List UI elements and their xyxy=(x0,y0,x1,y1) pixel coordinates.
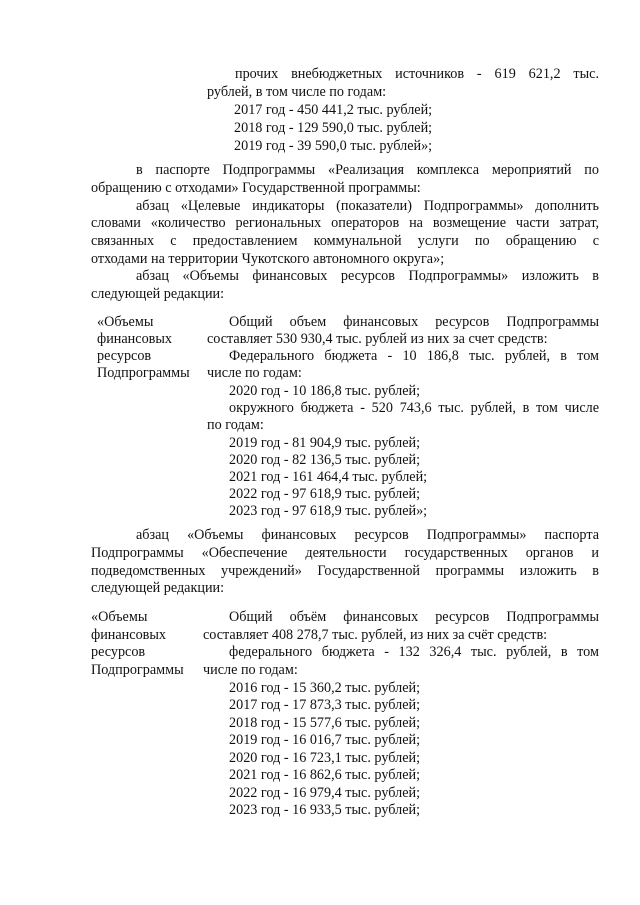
block1-line-4: числе по годам: xyxy=(207,365,302,381)
block1-line-7: по годам: xyxy=(207,417,264,433)
block2-year-3: 2018 год - 15 577,6 тыс. рублей; xyxy=(229,715,421,731)
block1-line-2: составляет 530 930,4 тыс. рублей из них за счет средств: xyxy=(207,331,548,347)
p2-line-4: следующей редакции: xyxy=(91,580,225,596)
block2-year-7: 2022 год - 16 979,4 тыс. рублей; xyxy=(229,785,421,801)
block1-year-2: 2020 год - 82 136,5 тыс. рублей; xyxy=(229,452,421,468)
block2-year-5: 2020 год - 16 723,1 тыс. рублей; xyxy=(229,750,421,766)
block2-year-6: 2021 год - 16 862,6 тыс. рублей; xyxy=(229,767,421,783)
top-funding-section xyxy=(0,0,640,160)
block1-label-2: финансовых xyxy=(97,331,172,347)
block1-year-5: 2023 год - 97 618,9 тыс. рублей»; xyxy=(229,503,428,519)
p1-line-6: отходами на территории Чукотского автономного округа»; xyxy=(91,251,445,267)
block2-label-2: финансовых xyxy=(91,627,166,643)
block2-year-1: 2016 год - 15 360,2 тыс. рублей; xyxy=(229,680,421,696)
block1-year-1: 2019 год - 81 904,9 тыс. рублей; xyxy=(229,435,421,451)
block1-label-3: ресурсов xyxy=(97,348,152,364)
p2-line-3: подведомственных учреждений» Государственной программы изложить в xyxy=(91,563,599,579)
top-year-2: 2018 год - 129 590,0 тыс. рублей; xyxy=(234,120,433,136)
block2-line-2: составляет 408 278,7 тыс. рублей, из них за счёт средств: xyxy=(203,627,548,643)
block1-label-1: «Объемы xyxy=(97,314,154,330)
top-year-3: 2019 год - 39 590,0 тыс. рублей»; xyxy=(234,138,433,154)
block2-line-1: Общий объём финансовых ресурсов Подпрограммы xyxy=(229,609,599,625)
block2-line-4: числе по годам: xyxy=(203,662,298,678)
p1-line-3: абзац «Целевые индикаторы (показатели) Подпрограммы» дополнить xyxy=(136,198,599,214)
block1-line-6: окружного бюджета - 520 743,6 тыс. рублей, в том числе xyxy=(229,400,599,416)
block2-label-3: ресурсов xyxy=(91,644,146,660)
p1-line-1: в паспорте Подпрограммы «Реализация комплекса мероприятий по xyxy=(136,162,599,178)
block1-line-5: 2020 год - 10 186,8 тыс. рублей; xyxy=(229,383,421,399)
block1-year-4: 2022 год - 97 618,9 тыс. рублей; xyxy=(229,486,421,502)
p1-line-7: абзац «Объемы финансовых ресурсов Подпрограммы» изложить в xyxy=(136,268,599,284)
block2-year-4: 2019 год - 16 016,7 тыс. рублей; xyxy=(229,732,421,748)
block1-line-3: Федерального бюджета - 10 186,8 тыс. рублей, в том xyxy=(229,348,599,364)
block1-line-1: Общий объем финансовых ресурсов Подпрограммы xyxy=(229,314,599,330)
top-line-2: рублей, в том числе по годам: xyxy=(207,84,387,100)
p1-line-4: словами «количество региональных операторов на возмещение части затрат, xyxy=(91,215,599,231)
top-line-1: прочих внебюджетных источников - 619 621,2 тыс. xyxy=(235,66,599,82)
top-year-1: 2017 год - 450 441,2 тыс. рублей; xyxy=(234,102,433,118)
block2-year-2: 2017 год - 17 873,3 тыс. рублей; xyxy=(229,697,421,713)
block1-year-3: 2021 год - 161 464,4 тыс. рублей; xyxy=(229,469,428,485)
p1-line-5: связанных с предоставлением коммунальной услуги по обращению с xyxy=(91,233,599,249)
block2-line-3: федерального бюджета - 132 326,4 тыс. рублей, в том xyxy=(229,644,599,660)
block2-label-1: «Объемы xyxy=(91,609,148,625)
p2-line-1: абзац «Объемы финансовых ресурсов Подпрограммы» паспорта xyxy=(136,527,599,543)
p2-line-2: Подпрограммы «Обеспечение деятельности государственных органов и xyxy=(91,545,599,561)
p1-line-8: следующей редакции: xyxy=(91,286,225,302)
block2-year-8: 2023 год - 16 933,5 тыс. рублей; xyxy=(229,802,421,818)
block2-label-4: Подпрограммы xyxy=(91,662,184,678)
p1-line-2: обращению с отходами» Государственной программы: xyxy=(91,180,421,196)
block1-label-4: Подпрограммы xyxy=(97,365,190,381)
